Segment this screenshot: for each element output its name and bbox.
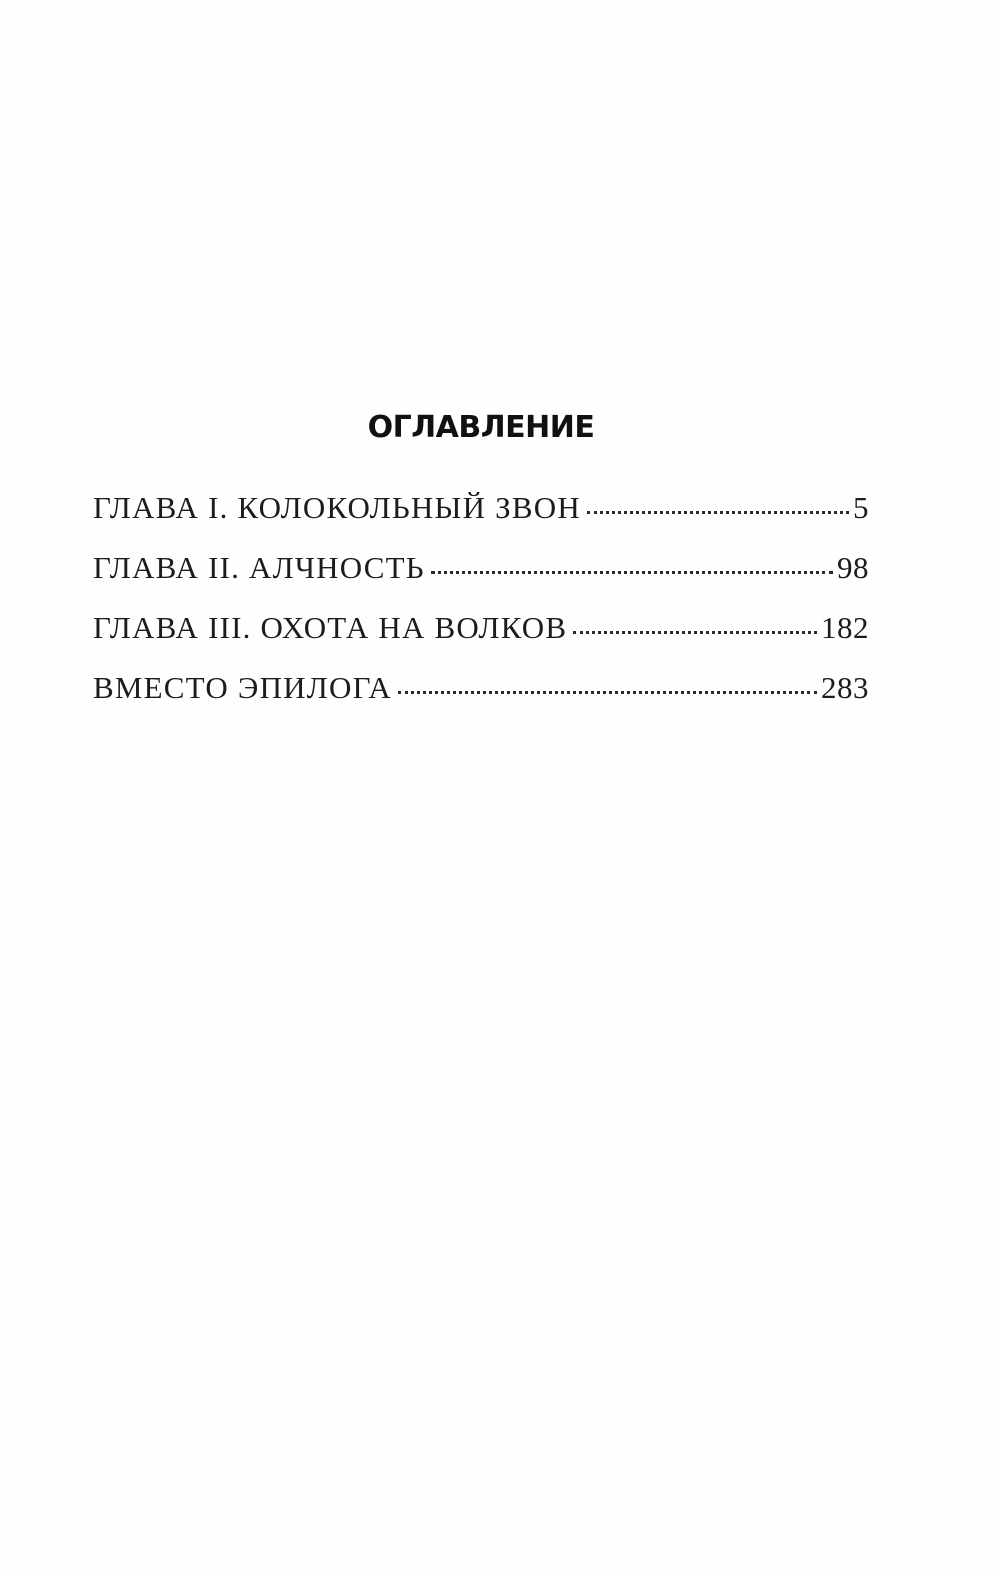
dot-leader [398, 687, 817, 694]
toc-entry-chapter-2[interactable] [93, 542, 869, 602]
dot-leader [587, 507, 849, 514]
toc-list [93, 482, 869, 722]
toc-entry-label: ВМЕСТО ЭПИЛОГА [93, 670, 392, 705]
toc-entry-page-number: 98 [837, 550, 869, 585]
toc-entry-page-number: 283 [821, 670, 869, 705]
toc-entry-epilogue[interactable] [93, 662, 869, 722]
toc-entry-label: ГЛАВА II. АЛЧНОСТЬ [93, 550, 425, 585]
toc-entry-label: ГЛАВА I. КОЛОКОЛЬНЫЙ ЗВОН [93, 490, 581, 525]
toc-entry-label: ГЛАВА III. ОХОТА НА ВОЛКОВ [93, 610, 568, 645]
toc-heading: ОГЛАВЛЕНИЕ [367, 410, 595, 445]
dot-leader [573, 627, 817, 634]
toc-entry-page-number: 5 [853, 490, 869, 525]
toc-entry-chapter-1[interactable] [93, 482, 869, 542]
toc-entry-chapter-3[interactable] [93, 602, 869, 662]
toc-entry-page-number: 182 [821, 610, 869, 645]
dot-leader [431, 567, 833, 574]
